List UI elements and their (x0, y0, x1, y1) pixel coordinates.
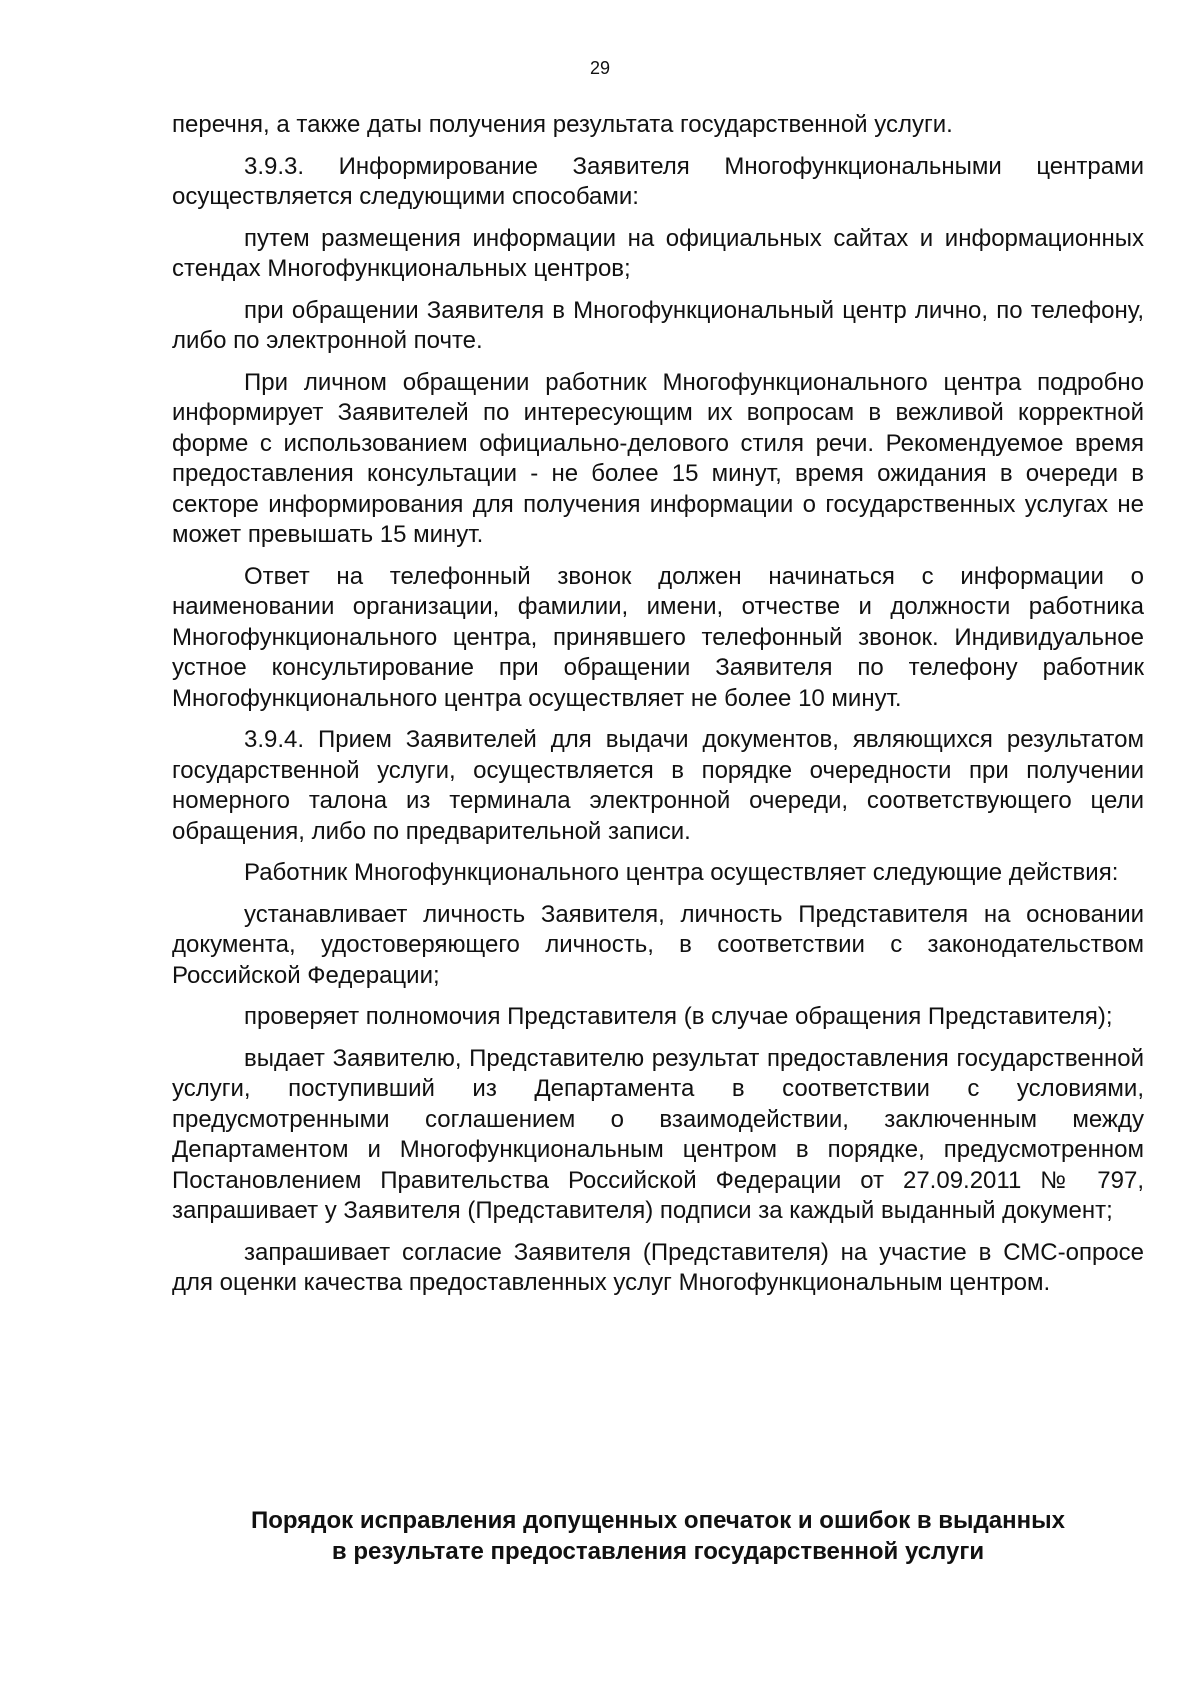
section-heading-line-1: Порядок исправления допущенных опечаток и ошибок в выданных (251, 1507, 1065, 1534)
paragraph-continuation: перечня, а также даты получения результата государственной услуги. (172, 111, 953, 138)
paragraph-identify: устанавливает личность Заявителя, личность Представителя на основании документа, удостоверяющего личность, в соответствии с законодательством Российской Федерации; (172, 900, 1144, 989)
paragraph-worker-actions: Работник Многофункционального центра осуществляет следующие действия: (244, 859, 1119, 886)
section-heading-line-2: в результате предоставления государственной услуги (331, 1538, 985, 1565)
paragraph-check-authority: проверяет полномочия Представителя (в случае обращения Представителя); (244, 1003, 1113, 1030)
paragraph-info-websites: путем размещения информации на официальных сайтах и информационных стендах Многофункциональных центров; (172, 224, 1144, 282)
paragraph-3-9-4: 3.9.4. Прием Заявителей для выдачи документов, являющихся результатом государственной услуги, осуществляется в порядке очередности при получении номерного талона из терминала электронной очереди, соответствующего цели обращения, либо по предварительной записи. (172, 726, 1144, 845)
section-heading (172, 1505, 1144, 1567)
paragraph-sms-survey: запрашивает согласие Заявителя (Представителя) на участие в СМС-опросе для оценки качества предоставленных услуг Многофункциональным центром. (172, 1238, 1144, 1296)
page-number: 29 (589, 58, 611, 78)
paragraph-phone-call: Ответ на телефонный звонок должен начинаться с информации о наименовании организации, фамилии, имени, отчестве и должности работника Многофункционального центра, принявшего телефонный звонок. Индивидуальное устное консультирование при обращении Заявителя по телефону работник Многофункционального центра осуществляет не более 10 минут. (172, 562, 1144, 712)
paragraph-3-9-3: 3.9.3. Информирование Заявителя Многофункциональными центрами осуществляется следующими способами: (172, 152, 1144, 210)
paragraph-personal-visit: При личном обращении работник Многофункционального центра подробно информирует Заявителей по интересующим их вопросам в вежливой корректной форме с использованием официально-делового стиля речи. Рекомендуемое время предоставления консультации - не более 15 минут, время ожидания в очереди в секторе информирования для получения информации о государственных услугах не может превышать 15 минут. (172, 368, 1144, 548)
document-body (172, 110, 1144, 1310)
paragraph-info-contact: при обращении Заявителя в Многофункциональный центр лично, по телефону, либо по электронной почте. (172, 296, 1144, 354)
paragraph-issue-result: выдает Заявителю, Представителю результат предоставления государственной услуги, поступивший из Департамента в соответствии с условиями, предусмотренными соглашением о взаимодействии, заключенным между Департаментом и Многофункциональным центром в порядке, предусмотренном Постановлением Правительства Российской Федерации от 27.09.2011 № 797, запрашивает у Заявителя (Представителя) подписи за каждый выданный документ; (172, 1044, 1144, 1224)
